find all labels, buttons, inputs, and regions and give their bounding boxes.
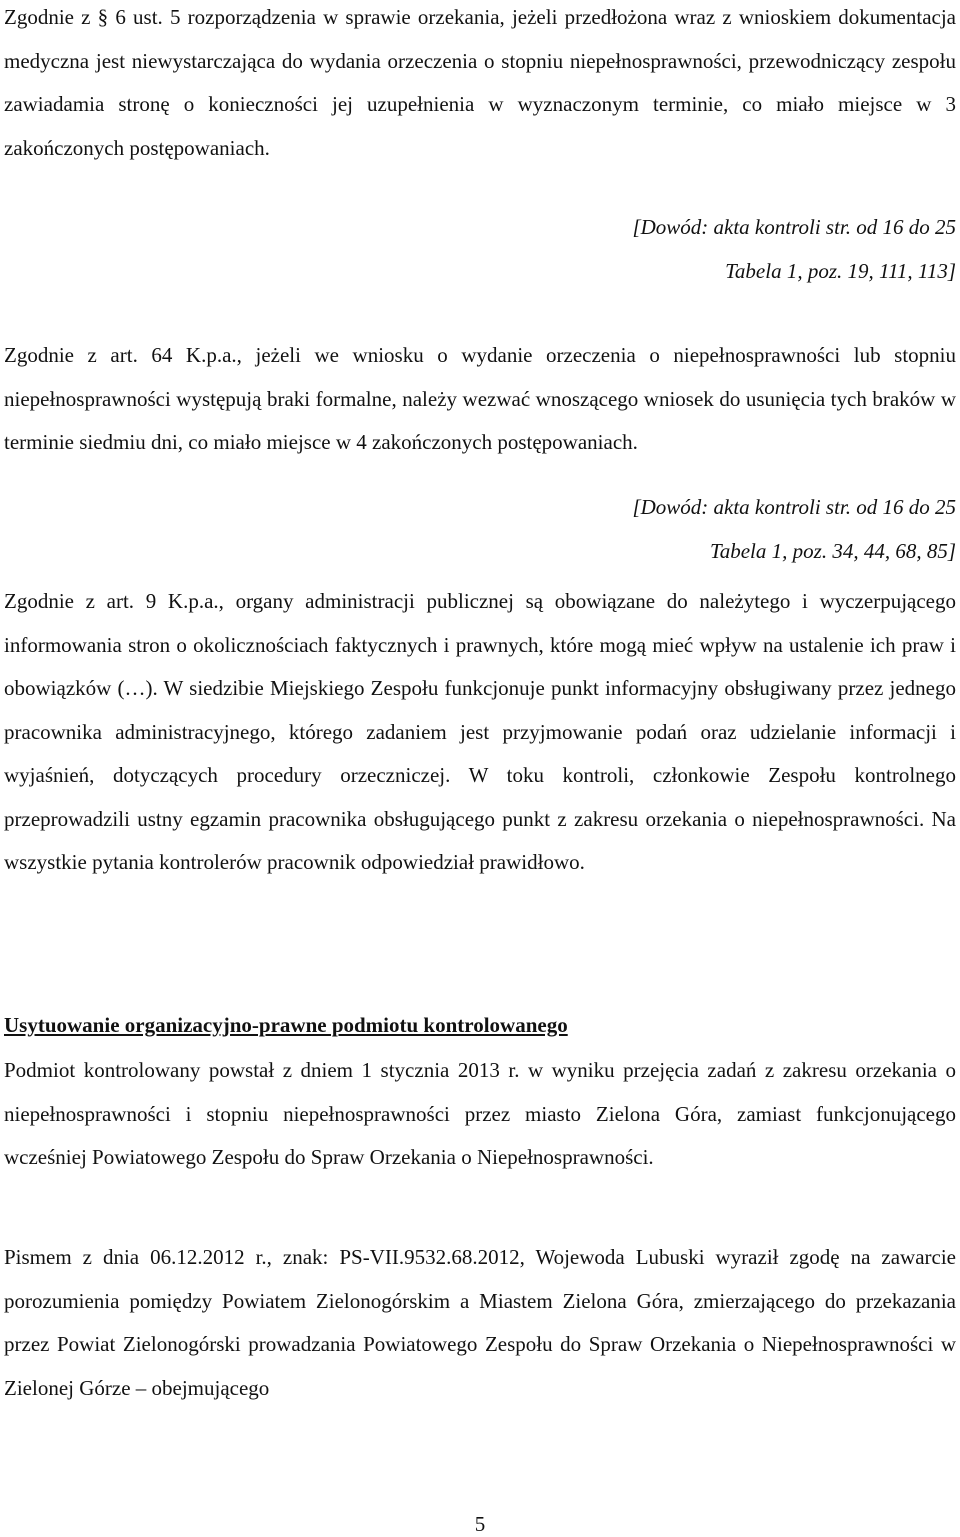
paragraph-information-duty: Zgodnie z art. 9 K.p.a., organy administracji publicznej są obowiązane do należytego i wyczerpującego informowania stron o okolicznościach faktycznych i prawnych, które mogą mieć wpływ na ustalenie ich praw i obowiązków (…). W siedzibie Miejskiego Zespołu funkcjonuje punkt informacyjny obsługiwany przez jednego pracownika administracyjnego, którego zadaniem jest przyjmowanie podań oraz udzielanie informacji i wyjaśnień, dotyczących procedury orzeczniczej. W toku kontroli, członkowie Zespołu kontrolnego przeprowadzili ustny egzamin pracownika obsługującego punkt z zakresu orzekania o niepełnosprawności. Na wszystkie pytania kontrolerów pracownik odpowiedział prawidłowo. — [4, 589, 956, 874]
document-page — [4, 0, 956, 1537]
paragraph-documentation-requirement: Zgodnie z § 6 ust. 5 rozporządzenia w sprawie orzekania, jeżeli przedłożona wraz z wnioskiem dokumentacja medyczna jest niewystarczająca do wydania orzeczenia o stopniu niepełnosprawności, przewodniczący zespołu zawiadamia stronę o konieczności jej uzupełnienia w wyznaczonym terminie, co miało miejsce w 3 zakończonych postępowaniach. — [4, 5, 956, 160]
evidence-reference-2-line-2: Tabela 1, poz. 34, 44, 68, 85] — [709, 538, 956, 563]
paragraph-formal-deficiencies: Zgodnie z art. 64 K.p.a., jeżeli we wniosku o wydanie orzeczenia o niepełnosprawności lub stopniu niepełnosprawności występują braki formalne, należy wezwać wnoszącego wniosek do usunięcia tych braków w terminie siedmiu dni, co miało miejsce w 4 zakończonych postępowaniach. — [4, 343, 956, 454]
evidence-reference-2-line-1: [Dowód: akta kontroli str. od 16 do 25 — [632, 495, 956, 519]
paragraph-voivode-consent: Pismem z dnia 06.12.2012 r., znak: PS-VII.9532.68.2012, Wojewoda Lubuski wyraził zgodę na zawarcie porozumienia pomiędzy Powiatem Zielonogórskim a Miastem Zielona Góra, zmierzającego do przekazania przez Powiat Zielonogórski prowadzania Powiatowego Zespołu do Spraw Orzekania o Niepełnosprawności w Zielonej Górze – obejmującego — [4, 1245, 956, 1400]
evidence-reference-1-line-1: [Dowód: akta kontroli str. od 16 do 25 — [632, 215, 956, 239]
evidence-reference-1-line-2: Tabela 1, poz. 19, 111, 113] — [725, 258, 956, 283]
evidence-reference-2 — [632, 486, 956, 573]
evidence-reference-1 — [632, 206, 956, 293]
page-number: 5 — [474, 1512, 486, 1536]
paragraph-entity-origin: Podmiot kontrolowany powstał z dniem 1 stycznia 2013 r. w wyniku przejęcia zadań z zakresu orzekania o niepełnosprawności i stopniu niepełnosprawności przez miasto Zielona Góra, zamiast funkcjonującego wcześniej Powiatowego Zespołu do Spraw Orzekania o Niepełnosprawności. — [4, 1058, 956, 1169]
section-heading: Usytuowanie organizacyjno-prawne podmiotu kontrolowanego — [4, 1013, 568, 1037]
